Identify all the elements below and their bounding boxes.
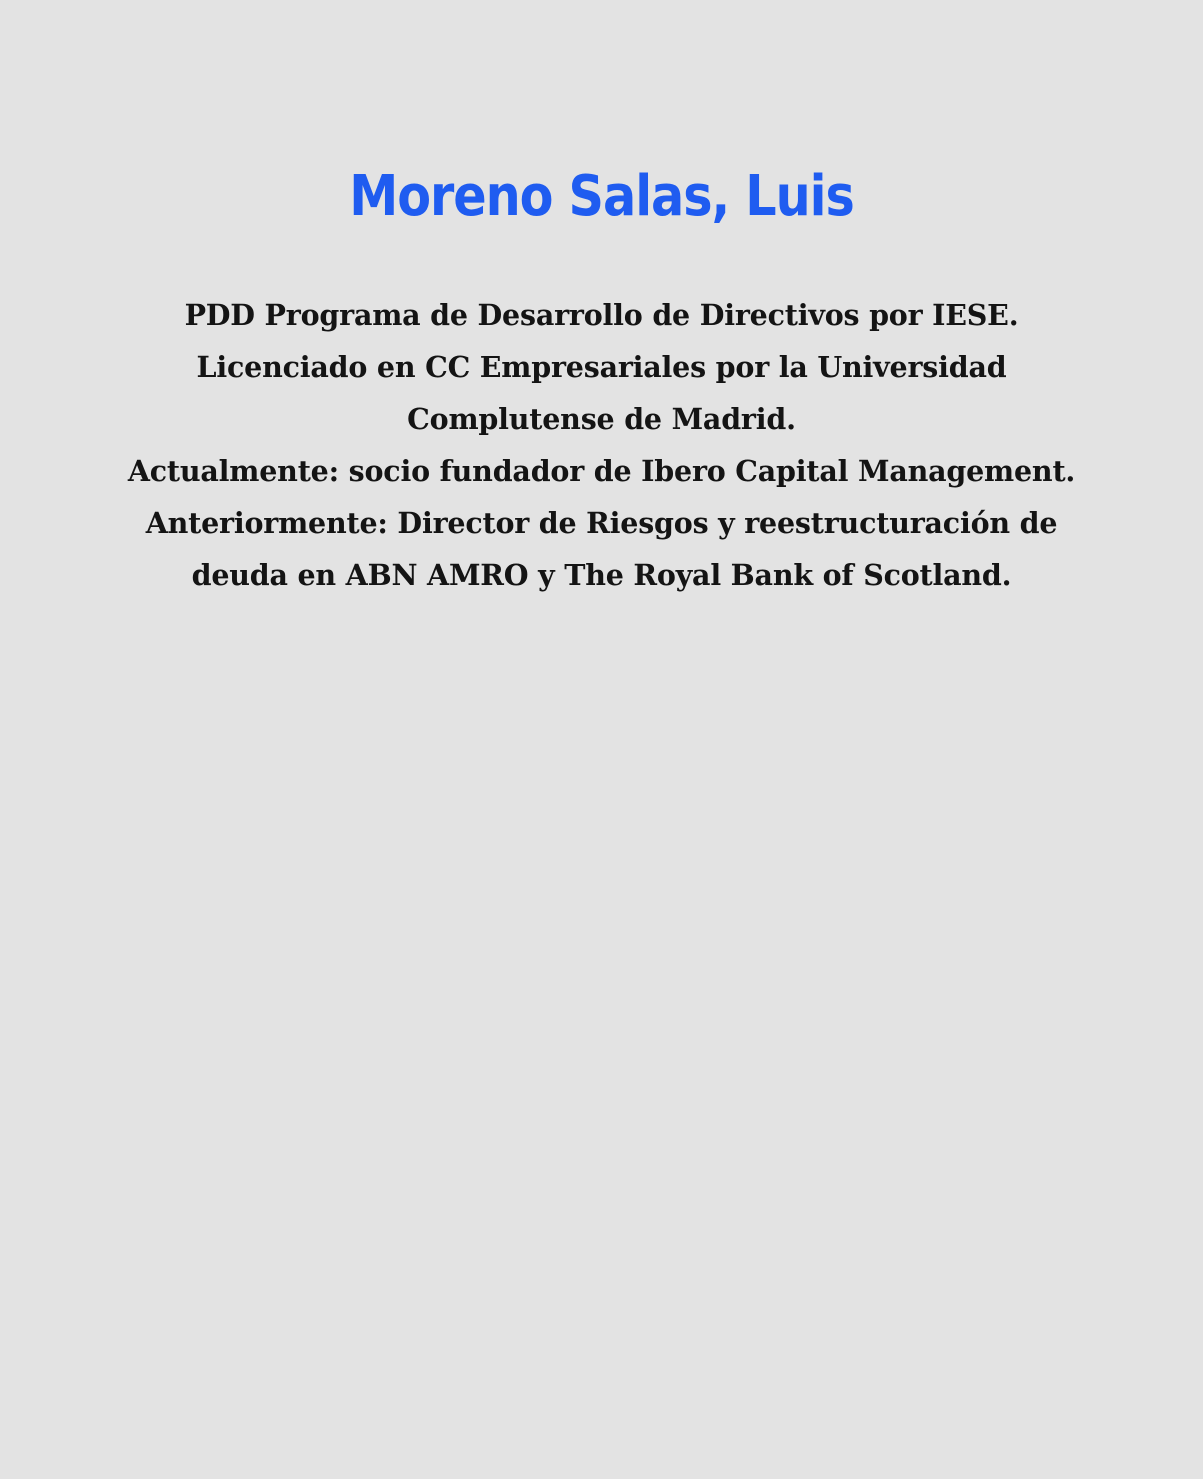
bio-text [0, 289, 1203, 601]
bio-line: deuda en ABN AMRO y The Royal Bank of Scotland. [191, 557, 1012, 592]
bio-line: Licenciado en CC Empresariales por la Universidad [196, 349, 1007, 384]
bio-line: Actualmente: socio fundador de Ibero Capital Management. [127, 453, 1076, 488]
bio-line: Anteriormente: Director de Riesgos y reestructuración de [145, 505, 1058, 540]
bio-line: PDD Programa de Desarrollo de Directivos por IESE. [184, 297, 1019, 332]
person-bio-card [0, 0, 1203, 601]
bio-line: Complutense de Madrid. [407, 401, 796, 436]
title-body-spacer [0, 227, 1203, 289]
page-title: Moreno Salas, Luis [349, 164, 854, 229]
